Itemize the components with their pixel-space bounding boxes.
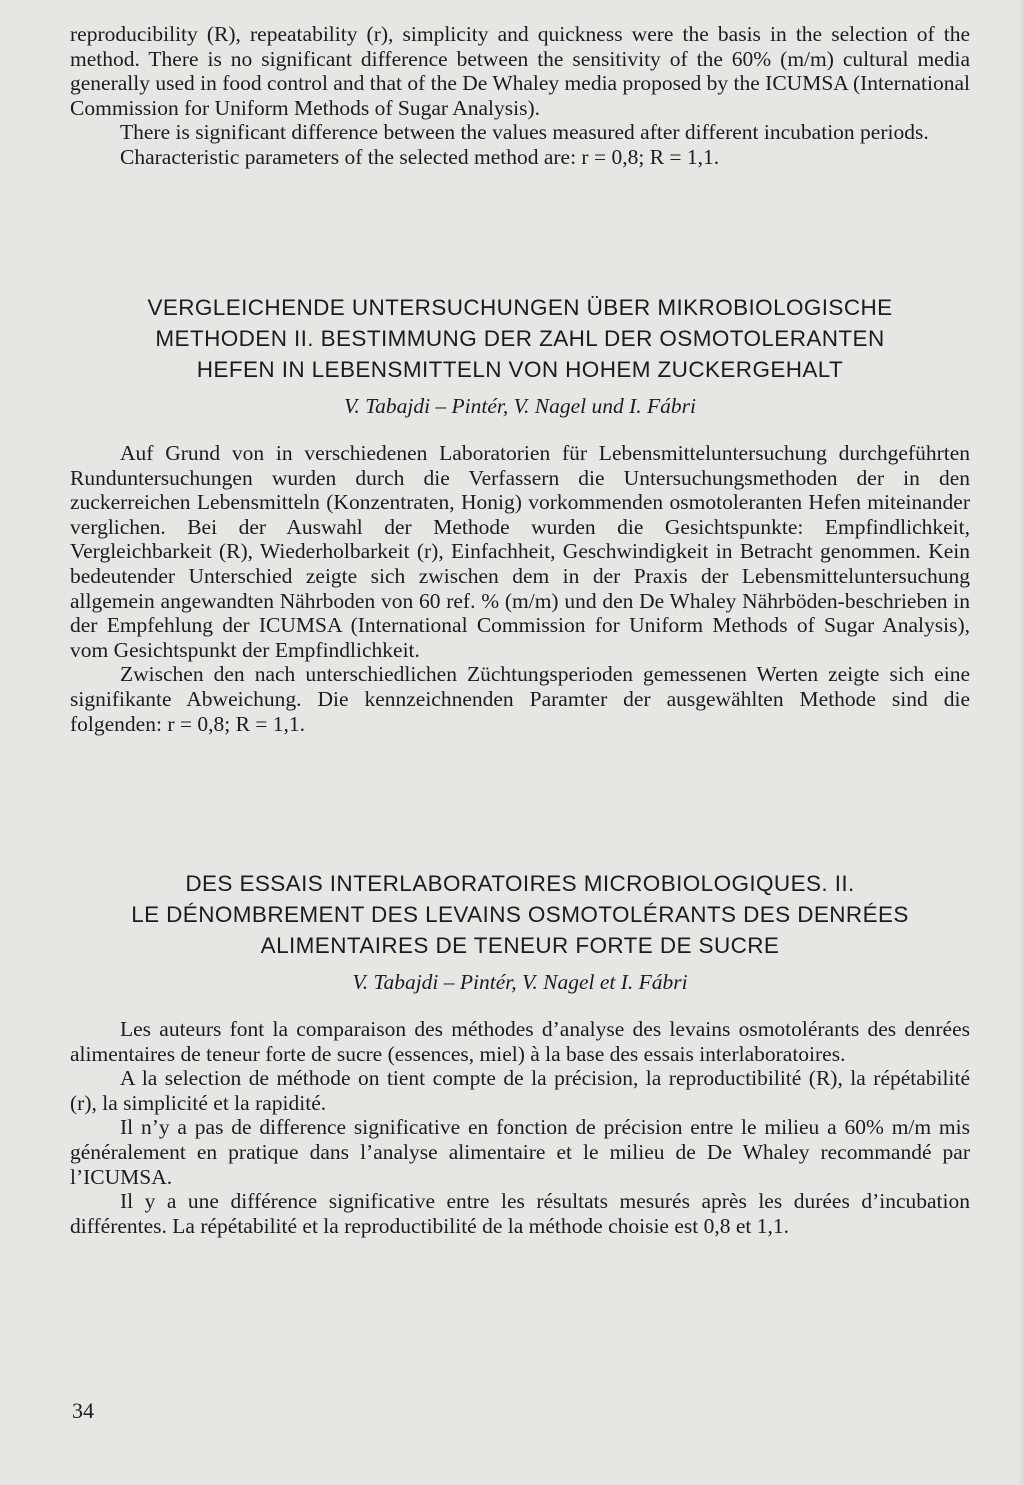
- german-title: [70, 292, 970, 385]
- page-number: 34: [72, 1398, 94, 1423]
- french-title-line-3: ALIMENTAIRES DE TENEUR FORTE DE SUCRE: [260, 933, 780, 958]
- german-title-line-3: HEFEN IN LEBENSMITTELN VON HOHEM ZUCKERGEHALT: [196, 357, 844, 382]
- german-title-line-1: VERGLEICHENDE UNTERSUCHUNGEN ÜBER MIKROBIOLOGISCHE: [147, 295, 893, 320]
- german-abstract: [70, 292, 970, 736]
- french-paragraph-4: Il y a une différence significative entre les résultats mesurés après les durées d’incubation différentes. La répétabilité et la reproductibilité de la méthode choisie est 0,8 et 1,1.: [70, 1189, 970, 1238]
- french-paragraph-2: A la selection de méthode on tient compte de la précision, la reproductibilité (R), la répétabilité (r), la simplicité et la rapidité.: [70, 1066, 970, 1115]
- german-paragraph-1: Auf Grund von in verschiedenen Laboratorien für Lebensmitteluntersuchung durchgeführten Runduntersuchungen wurden durch die Verfassern die Untersuchungsmethoden der in den zuckerreichen Lebensmitteln (Konzentraten, Honig) vorkommenden osmotoleranten Hefen miteinander verglichen. Bei der Auswahl der Methode wurden die Gesichtspunkte: Empfindlichkeit, Vergleichbarkeit (R), Wiederholbarkeit (r), Einfachheit, Geschwindigkeit in Betracht genommen. Kein bedeutender Unterschied zeigte sich zwischen dem in der Praxis der Lebensmitteluntersuchung allgemein angewandten Nährboden von 60 ref. % (m/m) und den De Whaley Nährböden-beschrieben in der Empfehlung der ICUMSA (International Commission for Uniform Methods of Sugar Analysis), vom Gesichtspunkt der Empfindlichkeit.: [70, 441, 970, 662]
- french-title: [70, 868, 970, 961]
- page-edge-shadow: [1018, 0, 1024, 1485]
- english-paragraph-3: Characteristic parameters of the selected method are: r = 0,8; R = 1,1.: [120, 144, 720, 169]
- french-paragraph-1: Les auteurs font la comparaison des méthodes d’analyse des levains osmotolérants des denrées alimentaires de teneur forte de sucre (essences, miel) à la base des essais interlaboratoires.: [70, 1017, 970, 1066]
- french-abstract: [70, 868, 970, 1238]
- french-authors: V. Tabajdi – Pintér, V. Nagel et I. Fábri: [352, 970, 688, 994]
- german-authors: V. Tabajdi – Pintér, V. Nagel und I. Fábri: [344, 394, 696, 418]
- french-paragraph-3: Il n’y a pas de difference significative en fonction de précision entre le milieu a 60% m/m mis généralement en pratique dans l’analyse alimentaire et le milieu de De Whaley recommandé par l’ICUMSA.: [70, 1115, 970, 1189]
- german-paragraph-2: Zwischen den nach unterschiedlichen Züchtungsperioden gemessenen Werten zeigte sich eine signifikante Abweichung. Die kennzeichnenden Paramter der ausgewählten Methode sind die folgenden: r = 0,8; R = 1,1.: [70, 662, 970, 736]
- english-paragraph-2: There is significant difference between the values measured after different incubation periods.: [120, 120, 929, 145]
- english-paragraph-1: reproducibility (R), repeatability (r), simplicity and quickness were the basis in the selection of the method. There is no significant difference between the sensitivity of the 60% (m/m) cultural media generally used in food control and that of the De Whaley media proposed by the ICUMSA (International Commission for Uniform Methods of Sugar Analysis).: [70, 22, 970, 120]
- french-title-line-2: LE DÉNOMBREMENT DES LEVAINS OSMOTOLÉRANTS DES DENRÉES: [131, 902, 909, 927]
- french-title-line-1: DES ESSAIS INTERLABORATOIRES MICROBIOLOGIQUES. II.: [185, 871, 855, 896]
- english-summary: [70, 22, 970, 170]
- german-title-line-2: METHODEN II. BESTIMMUNG DER ZAHL DER OSMOTOLERANTEN: [155, 326, 885, 351]
